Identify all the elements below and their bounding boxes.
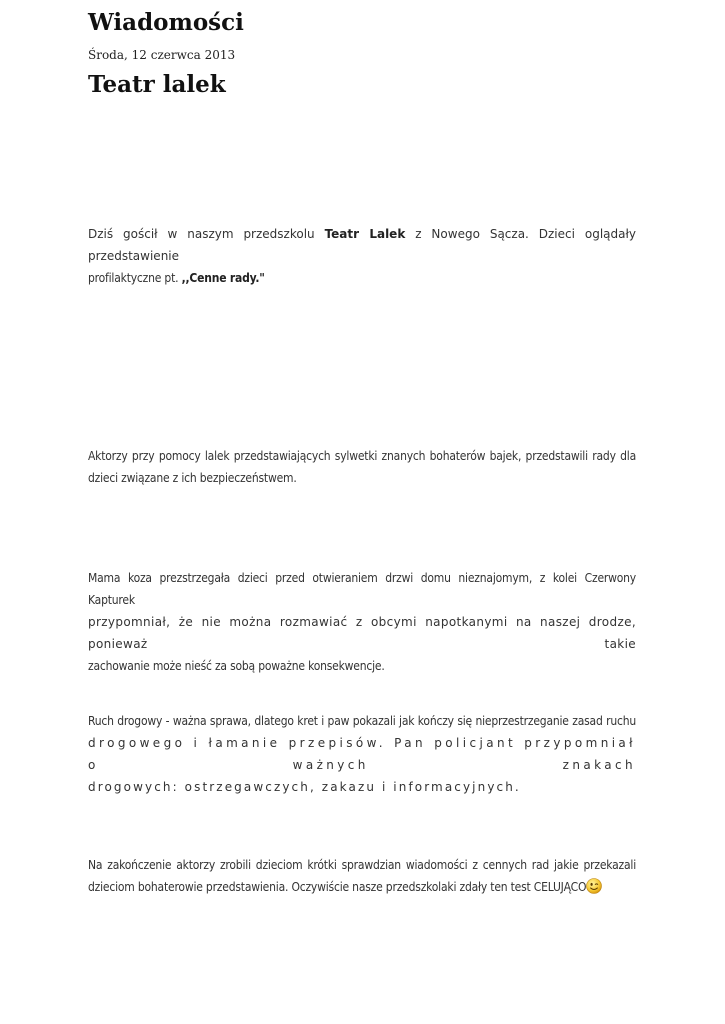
paragraph-line: Mama koza prezstrzegała dzieci przed otwieraniem drzwi domu nieznajomym, z kolei Czerwony Kapturek	[88, 571, 636, 607]
paragraph-line	[88, 267, 636, 289]
paragraph-line: dzieci związane z ich bezpieczeństwem.	[88, 471, 297, 485]
theater-name: Teatr Lalek	[324, 227, 406, 241]
site-title[interactable]: Wiadomości	[88, 9, 244, 36]
paragraph-actors	[88, 445, 636, 489]
paragraph-line	[88, 223, 636, 267]
smiley-icon	[586, 878, 602, 894]
paragraph-line: Aktorzy przy pomocy lalek przedstawiających sylwetki znanych bohaterów bajek, przedstawili rady dla	[88, 449, 636, 463]
post-date: Środa, 12 czerwca 2013	[88, 48, 236, 62]
paragraph-line: Ruch drogowy - ważna sprawa, dlatego kret i paw pokazali jak kończy się nieprzestrzeganie zasad ruchu	[88, 714, 636, 728]
text-span: Dziś gościł w naszym przedszkolu	[88, 227, 325, 241]
show-title: ,,Cenne rady."	[181, 271, 265, 285]
paragraph-goat	[88, 567, 636, 677]
paragraph-line: zachowanie może nieść za sobą poważne konsekwencje.	[88, 659, 385, 673]
text-span: dzieciom bohaterowie przedstawienia. Oczywiście nasze przedszkolaki zdały ten test CELUJĄCO	[88, 880, 587, 894]
paragraph-traffic	[88, 710, 636, 798]
paragraph-line: drogowego i łamanie przepisów. Pan policjant przypomniał o ważnych znakach	[88, 736, 636, 772]
paragraph-line: Na zakończenie aktorzy zrobili dzieciom krótki sprawdzian wiadomości z cennych rad jakie przekazali	[88, 858, 636, 872]
paragraph-line: drogowych: ostrzegawczych, zakazu i informacyjnych.	[88, 780, 521, 794]
paragraph-intro	[88, 223, 636, 289]
post-title[interactable]: Teatr lalek	[88, 71, 226, 98]
text-span: profilaktyczne pt.	[88, 271, 182, 285]
paragraph-line	[88, 876, 636, 898]
paragraph-line: przypomniał, że nie można rozmawiać z obcymi napotkanymi na naszej drodze, ponieważ takie	[88, 615, 636, 651]
text-span: z Nowego Sącza. Dzieci oglądały przedstawienie	[88, 227, 636, 263]
paragraph-ending	[88, 854, 636, 898]
